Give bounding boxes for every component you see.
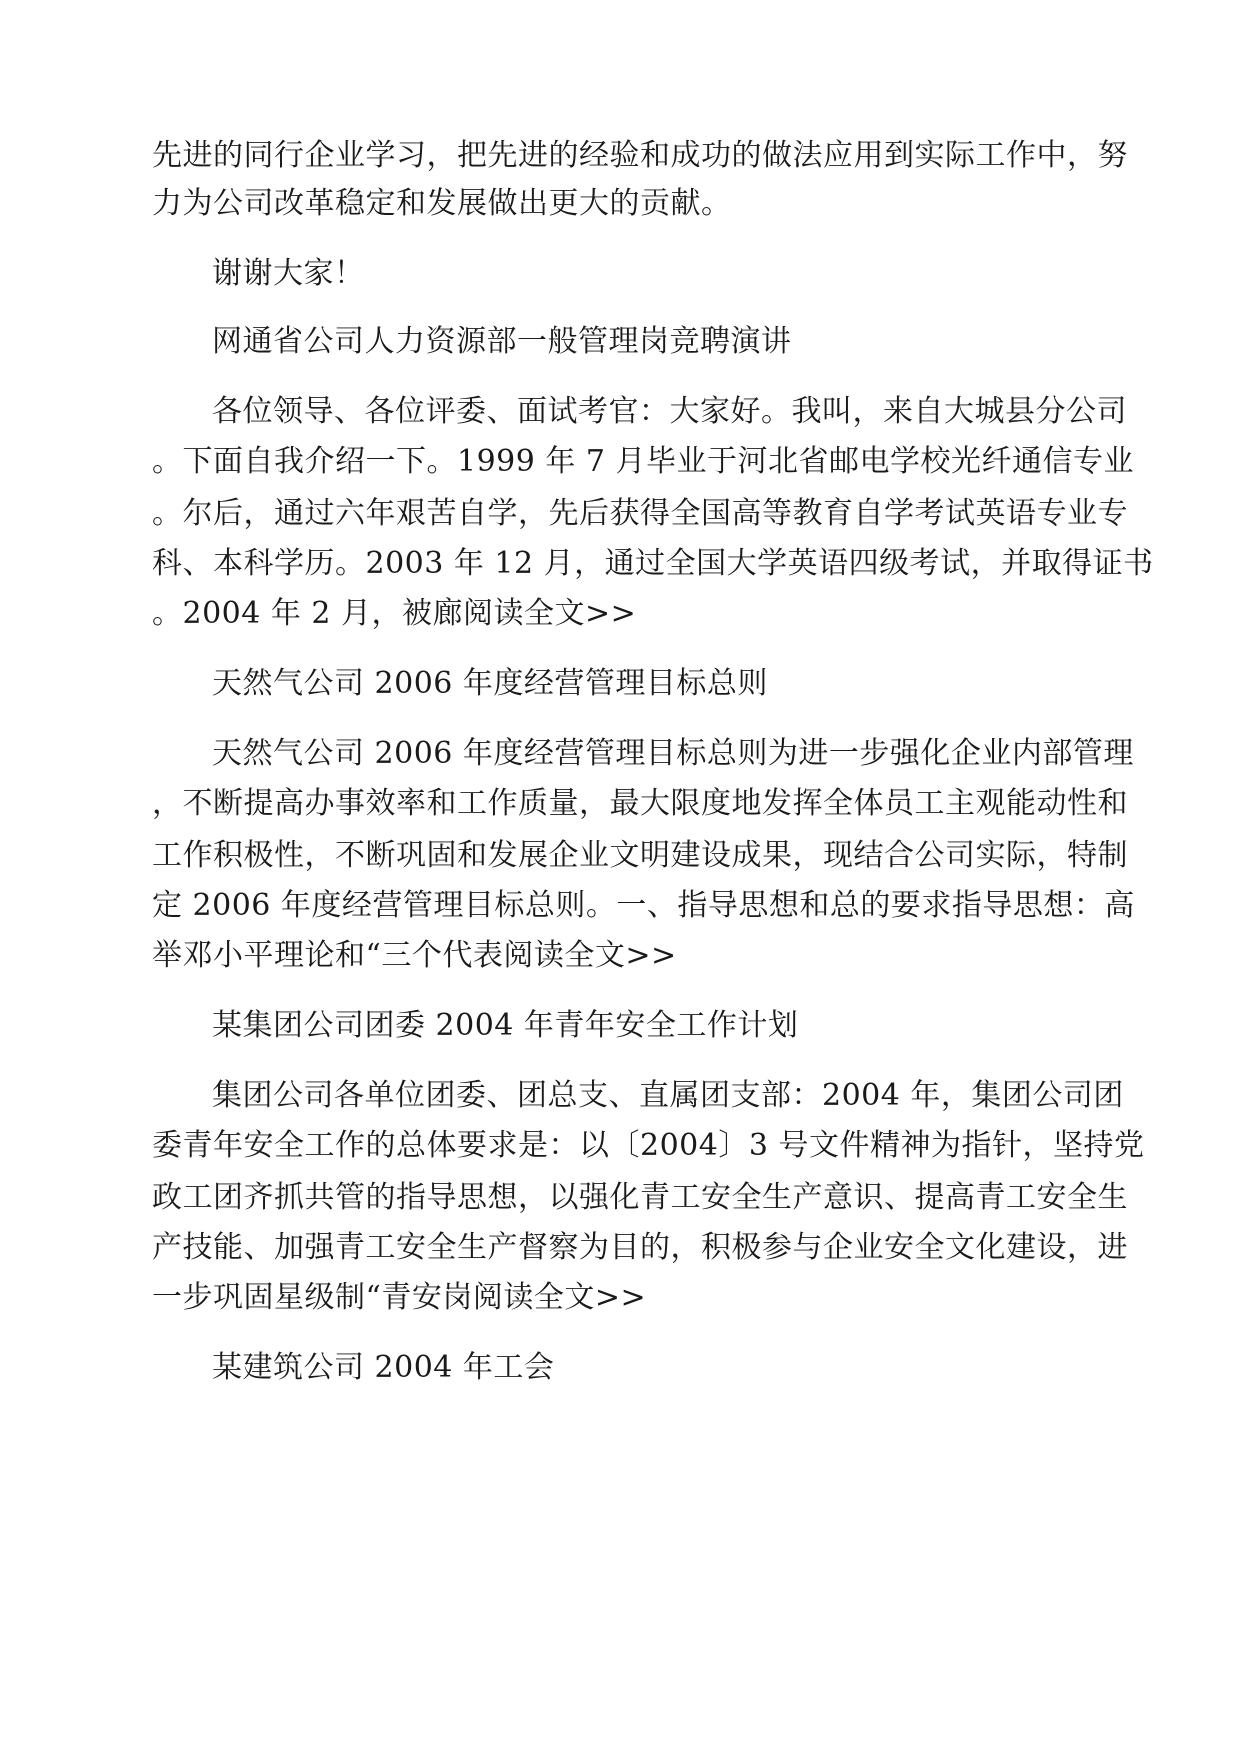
body-text-line: 。尔后，通过六年艰苦自学，先后获得全国高等教育自学考试英语专业专 bbox=[152, 496, 1128, 531]
excerpt-text: 。2004 年 2 月，被廊 bbox=[152, 596, 464, 631]
read-more-link[interactable]: 阅读全文>> bbox=[503, 938, 677, 973]
body-text-line: 定 2006 年度经营管理目标总则。一、指导思想和总的要求指导思想：高 bbox=[152, 888, 1135, 923]
body-text-line: 政工团齐抓共管的指导思想，以强化青工安全生产意识、提高青工安全生 bbox=[152, 1180, 1128, 1215]
body-text-line: 科、本科学历。2003 年 12 月，通过全国大学英语四级考试，并取得证书 bbox=[152, 546, 1154, 581]
body-text-line: 各位领导、各位评委、面试考官：大家好。我叫，来自大城县分公司 bbox=[212, 394, 1127, 429]
body-text-line: 集团公司各单位团委、团总支、直属团支部：2004 年，集团公司团 bbox=[212, 1078, 1124, 1113]
body-text-line bbox=[152, 1278, 1092, 1318]
body-text-line: 产技能、加强青工安全生产督察为目的，积极参与企业安全文化建设，进 bbox=[152, 1230, 1128, 1265]
article-title: 网通省公司人力资源部一般管理岗竞聘演讲 bbox=[212, 324, 792, 359]
article-title: 天然气公司 2006 年度经营管理目标总则 bbox=[212, 666, 768, 701]
body-text-line: 。下面自我介绍一下。1999 年 7 月毕业于河北省邮电学校光纤通信专业 bbox=[152, 444, 1135, 479]
body-text-line: 委青年安全工作的总体要求是：以〔2004〕3 号文件精神为指针，坚持党 bbox=[152, 1128, 1145, 1163]
body-text-line: 先进的同行企业学习，把先进的经验和成功的做法应用到实际工作中，努 bbox=[152, 138, 1128, 173]
article-title: 某建筑公司 2004 年工会 bbox=[212, 1350, 555, 1385]
read-more-link[interactable]: 阅读全文>> bbox=[463, 596, 637, 631]
article-title: 某集团公司团委 2004 年青年安全工作计划 bbox=[212, 1008, 799, 1043]
body-text-line: 天然气公司 2006 年度经营管理目标总则为进一步强化企业内部管理 bbox=[212, 736, 1134, 771]
body-text-line: 力为公司改革稳定和发展做出更大的贡献。 bbox=[152, 186, 732, 221]
body-text-line: ，不断提高办事效率和工作质量，最大限度地发挥全体员工主观能动性和 bbox=[152, 786, 1128, 821]
closing-remark: 谢谢大家！ bbox=[212, 256, 365, 291]
excerpt-text: 一步巩固星级制“青安岗 bbox=[152, 1280, 473, 1315]
read-more-link[interactable]: 阅读全文>> bbox=[472, 1280, 647, 1315]
body-text-line: 工作积极性，不断巩固和发展企业文明建设成果，现结合公司实际，特制 bbox=[152, 838, 1128, 873]
excerpt-text: 举邓小平理论和“三个代表 bbox=[152, 938, 504, 973]
body-text-line bbox=[152, 936, 1092, 976]
body-text-line bbox=[152, 594, 1092, 634]
